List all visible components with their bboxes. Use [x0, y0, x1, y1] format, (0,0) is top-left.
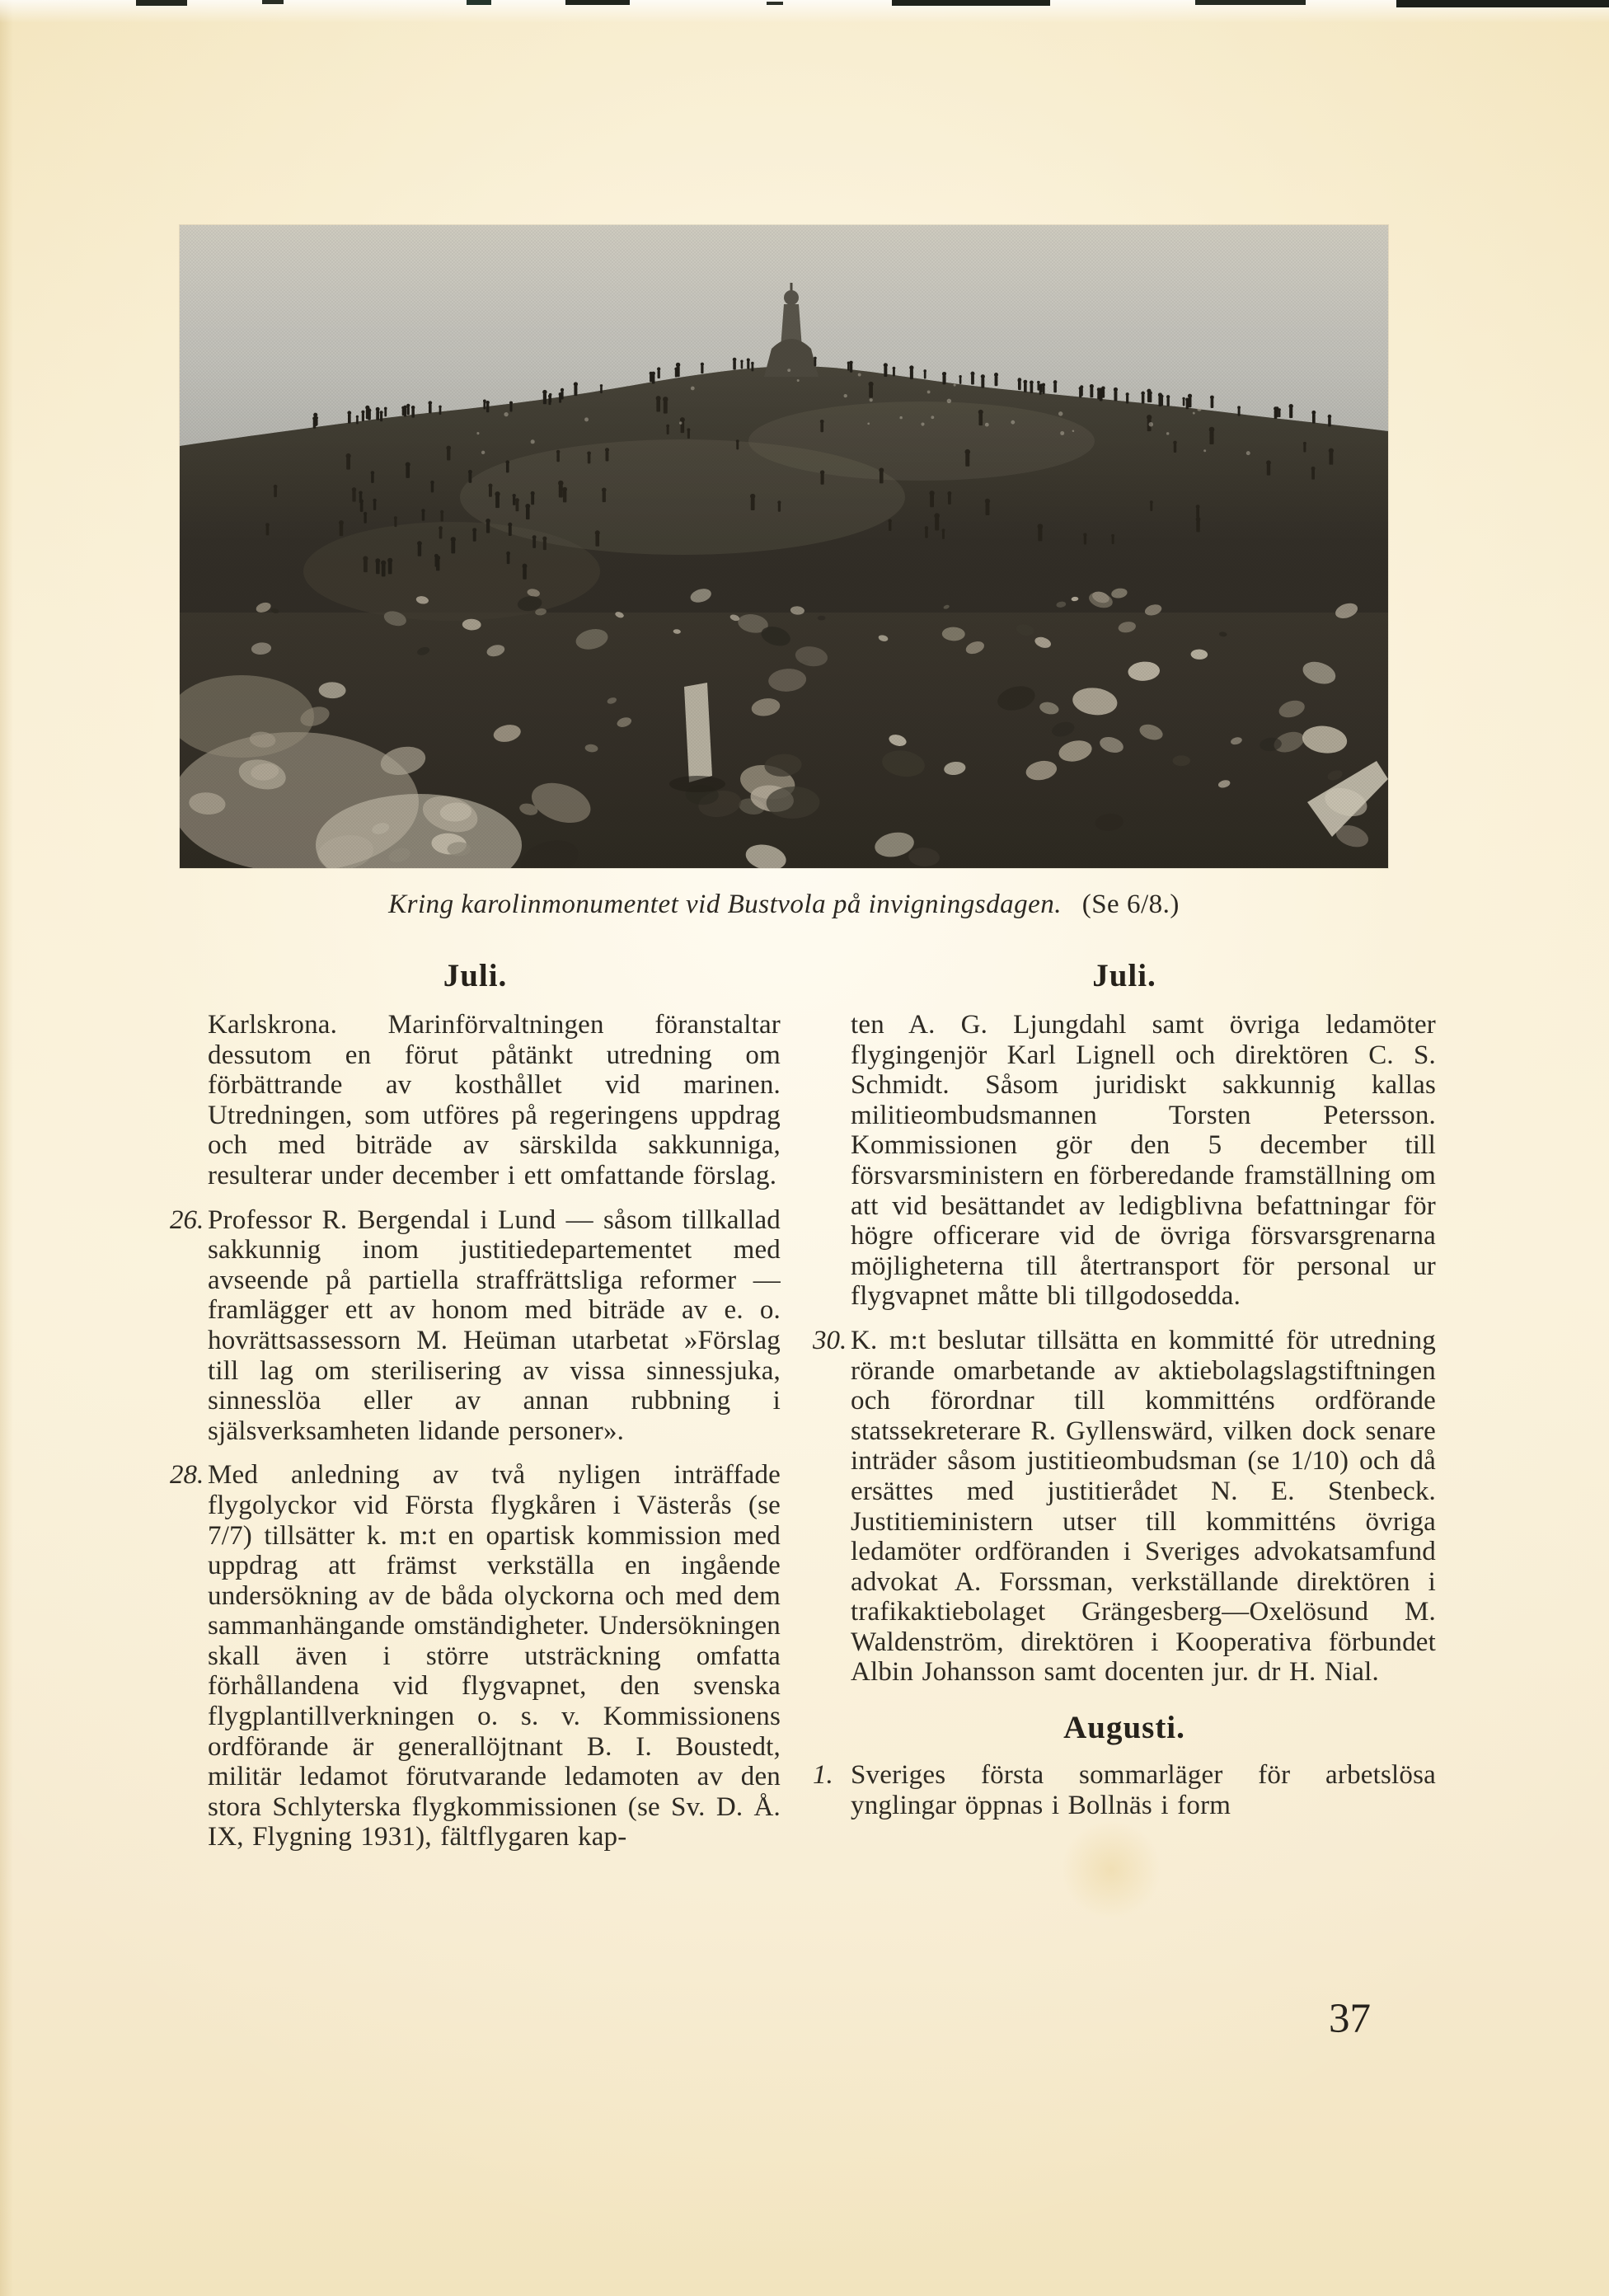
numbered-entry: 28. Med anledning av två nyligen inträffade flygolyckor vid Första flygkåren i Västerås (se 7/7) tillsätter k. m:t en opartisk kommission med uppdrag att främst verkställa en ingående undersökning av de båda olyckorna och med dem sammanhängande omständigheter. Undersökningen skall även i större utsträckning omfatta förhållandena vid flygvapnet, den svenska flygplantillverkningen o. s. v. Kommissionens ordförande är generallöjtnant B. I. Boustedt, militär ledamot förutvarande ledamoten av den stora Schlyterska flygkommissionen (se Sv. D. Å. IX, Flygning 1931), fältflygaren kap- — [170, 1460, 781, 1852]
photo-illustration — [180, 225, 1388, 868]
entry-number: 1. — [813, 1760, 833, 1791]
caption-reference: (Se 6/8.) — [1081, 890, 1180, 919]
scan-edge-artifacts — [0, 0, 1609, 10]
column-left — [170, 959, 781, 1866]
monument-photo — [180, 225, 1388, 868]
paragraph: Karlskrona. Marinförvaltningen föranstaltar dessutom en förut påtänkt utredning om förbättrande av kosthållet vid marinen. Utredningen, som utföres på regeringens uppdrag och med biträde av särskilda sakkunniga, resulterar under december i ett omfattande förslag. — [208, 1010, 781, 1190]
page-number: 37 — [1329, 1996, 1371, 2042]
month-header: Augusti. — [1063, 1710, 1185, 1746]
paragraph: ten A. G. Ljungdahl samt övriga ledamöter flygingenjör Karl Lignell och direktören C. S. Schmidt. Såsom juridiskt sakkunnig kallas militieombudsmannen Torsten Petersson. Kommissionen gör den 5 december till försvarsministern en förberedande framställning om att vid besättandet av ledigblivna befattningar för högre officerare vid de övriga försvarsgrenarna möjligheterna till återtransport för personal ur flygvapnet måtte bli tillgodosedda. — [851, 1010, 1436, 1312]
numbered-entry: 30. K. m:t beslutar tillsätta en kommitté för utredning rörande omarbetande av aktiebolagslagstiftningen och förordnar till kommitténs ordförande statssekreterare R. Gyllenswärd, vilken dock senare inträder såsom justitieombudsman (se 1/10) och då ersättes med justitierådet N. E. Stenbeck. Justitieministern utser till kommitténs övriga ledamöter ordföranden i Sveriges advokatsamfund advokat A. Forssman, verkställande direktören i trafikaktiebolaget Grängesberg—Oxelösund M. Waldenström, direktören i Kooperativa förbundet Albin Johansson samt docenten jur. dr H. Nial. — [813, 1325, 1436, 1688]
photo-caption — [180, 890, 1388, 920]
column-right — [813, 959, 1436, 1866]
numbered-entry: 26. Professor R. Bergendal i Lund — såsom tillkallad sakkunnig inom justitiedepartementet med avseende på partiella straffrättsliga reformer — framlägger ett av honom med biträde av e. o. hovrättsassessorn M. Heüman utarbetat »Förslag till lag om sterilisering av vissa sinnessjuka, sinnesslöa eller av annan rubbning i själsverksamheten lidande personer». — [170, 1204, 781, 1446]
numbered-entry: 1. Sveriges första sommarläger för arbetslösa ynglingar öppnas i Bollnäs i form — [813, 1760, 1436, 1820]
month-header: Juli. — [1092, 958, 1156, 993]
text-columns — [170, 959, 1436, 1866]
month-header: Juli. — [443, 958, 508, 993]
caption-text: Kring karolinmonumentet vid Bustvola på invigningsdagen. — [388, 890, 1062, 919]
entry-number: 26. — [170, 1204, 204, 1235]
entry-number: 28. — [170, 1460, 204, 1491]
entry-number: 30. — [813, 1325, 847, 1355]
